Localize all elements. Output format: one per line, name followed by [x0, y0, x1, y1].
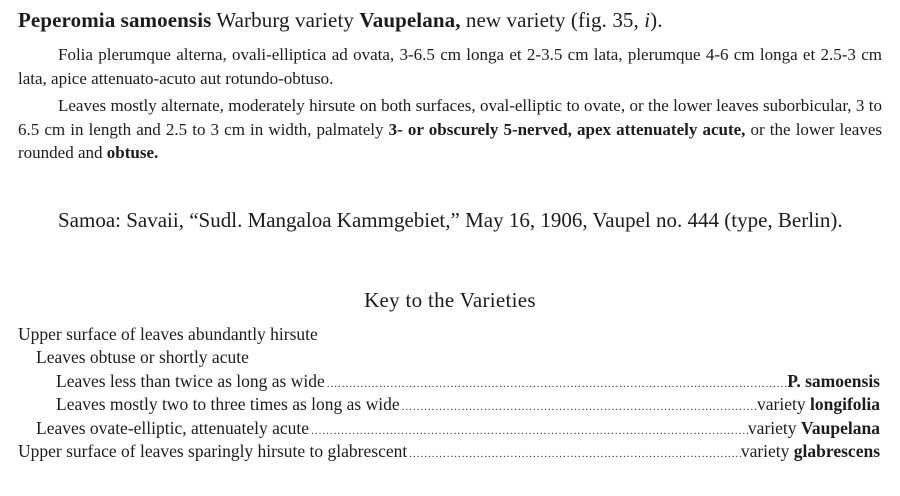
- key-row: [18, 346, 880, 369]
- key-row-text: Upper surface of leaves abundantly hirsute: [18, 324, 318, 344]
- key-row: [18, 440, 880, 463]
- specimen-citation-text: Samoa: Savaii, “Sudl. Mangaloa Kammgebiet,” May 16, 1906, Vaupel no. 444 (type, Berlin).: [58, 208, 843, 232]
- specimen-citation: [18, 204, 882, 237]
- species-name: Peperomia samoensis: [18, 8, 212, 32]
- figure-letter: i: [644, 8, 651, 32]
- key-row-text: Leaves less than twice as long as wide: [56, 370, 325, 391]
- dot-leader: [400, 396, 757, 419]
- key-row: [18, 370, 880, 393]
- key-row: [18, 393, 880, 416]
- key-row-result: variety glabrescens: [740, 440, 880, 461]
- latin-description-text: Folia plerumque alterna, ovali-elliptica ad ovata, 3-6.5 cm longa et 2-3.5 cm lata, plerumque 4-6 cm longa et 2.5-3 cm lata, apice attenuato-acuto aut rotundo-obtuso.: [18, 45, 882, 88]
- key-row-result: variety longifolia: [757, 394, 880, 415]
- key-row-result: [787, 370, 880, 393]
- key-row-text: Leaves obtuse or shortly acute: [36, 347, 249, 368]
- english-description-bold1: 3- or obscurely 5-nerved, apex attenuately acute,: [388, 119, 746, 139]
- heading-close: ).: [650, 8, 663, 32]
- species-author: Warburg variety: [211, 8, 360, 32]
- key-row: [18, 323, 880, 346]
- variety-key: [18, 323, 880, 463]
- latin-description: [18, 43, 882, 90]
- key-result-name: longifolia: [809, 394, 880, 415]
- species-heading: [18, 8, 663, 33]
- key-result-name: glabrescens: [793, 440, 880, 461]
- key-row-text: Leaves mostly two to three times as long as wide: [56, 394, 400, 415]
- key-row-text: Upper surface of leaves sparingly hirsute to glabrescent: [18, 440, 408, 461]
- english-description-bold2: obtuse.: [106, 143, 159, 162]
- key-row: [18, 417, 880, 440]
- english-description-part2: or the lower leaves rounded and: [18, 119, 882, 162]
- key-result-name: P. samoensis: [787, 370, 880, 391]
- key-result-name: Vaupelana: [800, 417, 880, 438]
- variety-name: Vaupelana,: [359, 8, 461, 32]
- english-description-part1: Leaves mostly alternate, moderately hirsute on both surfaces, oval-elliptic to ovate, or the lower leaves suborbicular, 3 to 6.5 cm in length and 2.5 to 3 cm in width, palmately: [18, 96, 882, 139]
- key-row-text: Leaves ovate-elliptic, attenuately acute: [36, 417, 310, 438]
- english-description: [18, 94, 882, 165]
- heading-rest: new variety (fig. 35,: [460, 8, 645, 32]
- key-row-result: variety Vaupelana: [747, 417, 880, 438]
- dot-leader: [407, 443, 741, 466]
- key-title: Key to the Varieties: [364, 288, 536, 312]
